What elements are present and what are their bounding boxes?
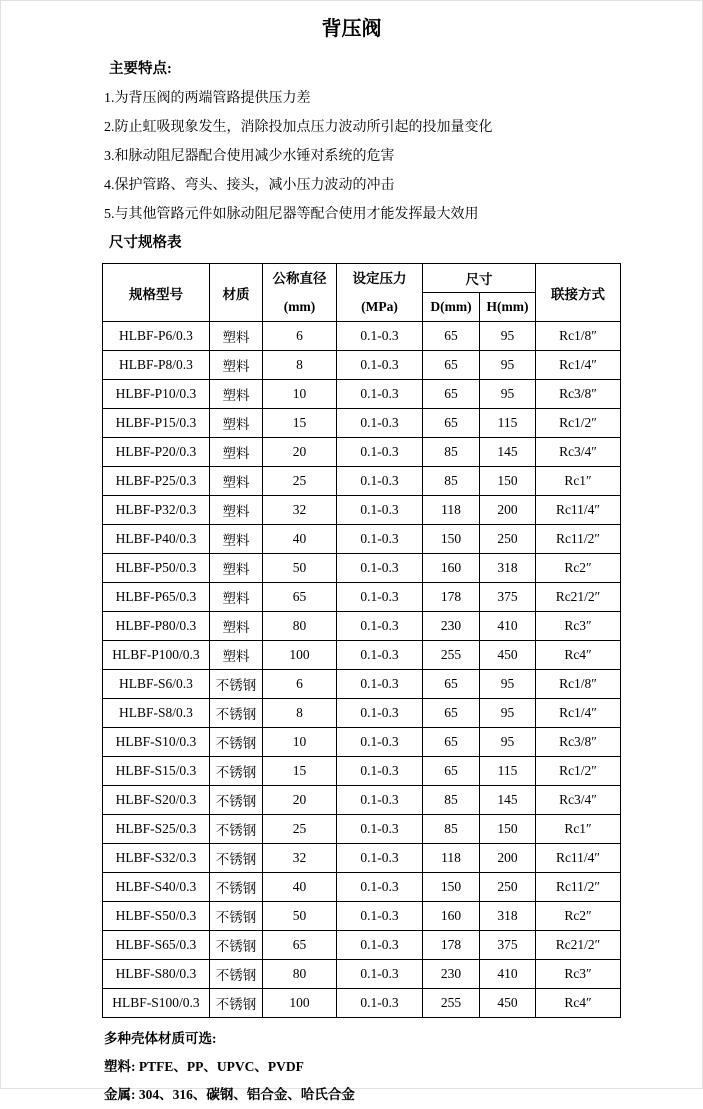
cell-material: 不锈钢: [210, 931, 263, 960]
cell-model: HLBF-P50/0.3: [103, 554, 210, 583]
cell-connection: Rc11/2″: [536, 525, 621, 554]
cell-d: 150: [423, 525, 480, 554]
table-row: [103, 960, 621, 989]
cell-diameter: 50: [263, 902, 337, 931]
cell-d: 230: [423, 612, 480, 641]
cell-d: 65: [423, 351, 480, 380]
cell-d: 150: [423, 873, 480, 902]
table-row: [103, 525, 621, 554]
table-row: [103, 496, 621, 525]
cell-model: HLBF-P65/0.3: [103, 583, 210, 612]
cell-h: 150: [480, 815, 536, 844]
table-row: [103, 786, 621, 815]
cell-material: 塑料: [210, 467, 263, 496]
spec-table: [102, 263, 621, 1018]
cell-diameter: 10: [263, 728, 337, 757]
cell-h: 95: [480, 670, 536, 699]
cell-material: 塑料: [210, 438, 263, 467]
cell-material: 不锈钢: [210, 757, 263, 786]
cell-model: HLBF-P100/0.3: [103, 641, 210, 670]
features-list: [104, 84, 624, 229]
cell-d: 178: [423, 931, 480, 960]
cell-h: 318: [480, 554, 536, 583]
cell-d: 118: [423, 496, 480, 525]
footer-metal-options: 金属: 304、316、碳钢、铝合金、哈氏合金: [104, 1087, 355, 1102]
document-body: [104, 55, 624, 1018]
table-row: [103, 641, 621, 670]
cell-h: 95: [480, 322, 536, 351]
cell-pressure: 0.1-0.3: [337, 438, 423, 467]
feature-item-3: 3.和脉动阻尼器配合使用减少水锤对系统的危害: [104, 149, 395, 164]
cell-model: HLBF-S80/0.3: [103, 960, 210, 989]
cell-h: 145: [480, 438, 536, 467]
cell-diameter: 40: [263, 873, 337, 902]
table-row: [103, 409, 621, 438]
col-header-diameter-label: 公称直径: [272, 270, 327, 286]
cell-d: 160: [423, 902, 480, 931]
cell-material: 不锈钢: [210, 844, 263, 873]
cell-pressure: 0.1-0.3: [337, 844, 423, 873]
cell-pressure: 0.1-0.3: [337, 612, 423, 641]
cell-model: HLBF-S50/0.3: [103, 902, 210, 931]
cell-d: 65: [423, 670, 480, 699]
cell-model: HLBF-S100/0.3: [103, 989, 210, 1018]
cell-material: 塑料: [210, 641, 263, 670]
table-row: [103, 844, 621, 873]
cell-pressure: 0.1-0.3: [337, 815, 423, 844]
cell-h: 95: [480, 351, 536, 380]
table-row: [103, 699, 621, 728]
footer-notes: [104, 1025, 702, 1109]
cell-pressure: 0.1-0.3: [337, 786, 423, 815]
cell-pressure: 0.1-0.3: [337, 670, 423, 699]
cell-material: 塑料: [210, 409, 263, 438]
cell-h: 150: [480, 467, 536, 496]
cell-connection: Rc21/2″: [536, 931, 621, 960]
cell-model: HLBF-S65/0.3: [103, 931, 210, 960]
cell-pressure: 0.1-0.3: [337, 699, 423, 728]
cell-connection: Rc11/2″: [536, 873, 621, 902]
cell-model: HLBF-S6/0.3: [103, 670, 210, 699]
table-row: [103, 931, 621, 960]
cell-material: 不锈钢: [210, 873, 263, 902]
cell-pressure: 0.1-0.3: [337, 380, 423, 409]
cell-material: 塑料: [210, 380, 263, 409]
cell-diameter: 6: [263, 670, 337, 699]
cell-material: 塑料: [210, 496, 263, 525]
cell-connection: Rc1″: [536, 815, 621, 844]
cell-connection: Rc11/4″: [536, 496, 621, 525]
cell-pressure: 0.1-0.3: [337, 351, 423, 380]
cell-h: 410: [480, 960, 536, 989]
cell-model: HLBF-S8/0.3: [103, 699, 210, 728]
cell-h: 375: [480, 931, 536, 960]
table-row: [103, 438, 621, 467]
col-header-pressure-unit: (MPa): [361, 298, 398, 314]
spec-table-heading: 尺寸规格表: [109, 235, 182, 251]
cell-pressure: 0.1-0.3: [337, 931, 423, 960]
cell-h: 250: [480, 873, 536, 902]
cell-material: 塑料: [210, 525, 263, 554]
cell-connection: Rc1/4″: [536, 351, 621, 380]
cell-material: 塑料: [210, 322, 263, 351]
cell-connection: Rc3″: [536, 612, 621, 641]
cell-pressure: 0.1-0.3: [337, 496, 423, 525]
col-header-diameter: [263, 264, 337, 322]
cell-diameter: 20: [263, 438, 337, 467]
cell-diameter: 100: [263, 989, 337, 1018]
feature-item-5: 5.与其他管路元件如脉动阻尼器等配合使用才能发挥最大效用: [104, 207, 479, 222]
feature-item-1: 1.为背压阀的两端管路提供压力差: [104, 91, 311, 106]
spec-table-header: [103, 264, 621, 322]
cell-connection: Rc4″: [536, 989, 621, 1018]
table-row: [103, 583, 621, 612]
cell-d: 178: [423, 583, 480, 612]
cell-model: HLBF-S10/0.3: [103, 728, 210, 757]
cell-connection: Rc1/4″: [536, 699, 621, 728]
cell-d: 255: [423, 989, 480, 1018]
cell-model: HLBF-S32/0.3: [103, 844, 210, 873]
col-header-model: 规格型号: [103, 264, 210, 322]
table-row: [103, 322, 621, 351]
table-row: [103, 728, 621, 757]
cell-h: 410: [480, 612, 536, 641]
cell-pressure: 0.1-0.3: [337, 728, 423, 757]
cell-model: HLBF-S20/0.3: [103, 786, 210, 815]
spec-table-body: [103, 322, 621, 1018]
cell-model: HLBF-S15/0.3: [103, 757, 210, 786]
cell-material: 不锈钢: [210, 699, 263, 728]
cell-model: HLBF-P32/0.3: [103, 496, 210, 525]
col-header-pressure-label: 设定压力: [352, 270, 407, 286]
cell-d: 160: [423, 554, 480, 583]
cell-h: 200: [480, 844, 536, 873]
cell-model: HLBF-P8/0.3: [103, 351, 210, 380]
col-header-d: D(mm): [423, 293, 480, 322]
table-row: [103, 757, 621, 786]
col-header-material: 材质: [210, 264, 263, 322]
cell-d: 255: [423, 641, 480, 670]
cell-model: HLBF-P25/0.3: [103, 467, 210, 496]
cell-material: 塑料: [210, 351, 263, 380]
cell-diameter: 15: [263, 409, 337, 438]
cell-pressure: 0.1-0.3: [337, 757, 423, 786]
cell-diameter: 10: [263, 380, 337, 409]
cell-d: 65: [423, 322, 480, 351]
cell-connection: Rc3/4″: [536, 438, 621, 467]
cell-model: HLBF-P20/0.3: [103, 438, 210, 467]
cell-diameter: 80: [263, 960, 337, 989]
cell-h: 115: [480, 409, 536, 438]
cell-pressure: 0.1-0.3: [337, 322, 423, 351]
cell-material: 不锈钢: [210, 670, 263, 699]
cell-diameter: 6: [263, 322, 337, 351]
cell-connection: Rc1″: [536, 467, 621, 496]
cell-diameter: 25: [263, 467, 337, 496]
cell-model: HLBF-P15/0.3: [103, 409, 210, 438]
cell-material: 不锈钢: [210, 815, 263, 844]
cell-material: 不锈钢: [210, 902, 263, 931]
table-row: [103, 902, 621, 931]
cell-model: HLBF-P6/0.3: [103, 322, 210, 351]
cell-pressure: 0.1-0.3: [337, 989, 423, 1018]
col-header-pressure: [337, 264, 423, 322]
cell-pressure: 0.1-0.3: [337, 873, 423, 902]
cell-diameter: 65: [263, 931, 337, 960]
cell-model: HLBF-P40/0.3: [103, 525, 210, 554]
cell-pressure: 0.1-0.3: [337, 525, 423, 554]
cell-material: 不锈钢: [210, 786, 263, 815]
cell-pressure: 0.1-0.3: [337, 641, 423, 670]
cell-h: 375: [480, 583, 536, 612]
cell-diameter: 25: [263, 815, 337, 844]
cell-d: 65: [423, 728, 480, 757]
cell-h: 250: [480, 525, 536, 554]
cell-diameter: 50: [263, 554, 337, 583]
cell-material: 塑料: [210, 583, 263, 612]
cell-diameter: 80: [263, 612, 337, 641]
cell-connection: Rc11/4″: [536, 844, 621, 873]
cell-d: 118: [423, 844, 480, 873]
cell-d: 230: [423, 960, 480, 989]
cell-h: 95: [480, 699, 536, 728]
cell-diameter: 65: [263, 583, 337, 612]
cell-connection: Rc1/2″: [536, 757, 621, 786]
cell-diameter: 20: [263, 786, 337, 815]
cell-connection: Rc1/2″: [536, 409, 621, 438]
features-heading: 主要特点:: [109, 61, 172, 77]
cell-connection: Rc2″: [536, 902, 621, 931]
cell-h: 450: [480, 641, 536, 670]
cell-diameter: 15: [263, 757, 337, 786]
cell-material: 塑料: [210, 612, 263, 641]
table-row: [103, 612, 621, 641]
footer-materials-heading: 多种壳体材质可选:: [104, 1031, 217, 1046]
feature-item-2: 2.防止虹吸现象发生，消除投加点压力波动所引起的投加量变化: [104, 120, 493, 135]
cell-material: 塑料: [210, 554, 263, 583]
cell-diameter: 100: [263, 641, 337, 670]
cell-connection: Rc3/8″: [536, 380, 621, 409]
cell-connection: Rc1/8″: [536, 670, 621, 699]
cell-connection: Rc3″: [536, 960, 621, 989]
cell-model: HLBF-P80/0.3: [103, 612, 210, 641]
cell-pressure: 0.1-0.3: [337, 583, 423, 612]
table-row: [103, 380, 621, 409]
cell-material: 不锈钢: [210, 728, 263, 757]
cell-h: 200: [480, 496, 536, 525]
feature-item-4: 4.保护管路、弯头、接头，减小压力波动的冲击: [104, 178, 395, 193]
cell-connection: Rc21/2″: [536, 583, 621, 612]
cell-connection: Rc2″: [536, 554, 621, 583]
cell-h: 95: [480, 728, 536, 757]
cell-connection: Rc3/8″: [536, 728, 621, 757]
cell-connection: Rc4″: [536, 641, 621, 670]
cell-pressure: 0.1-0.3: [337, 409, 423, 438]
table-row: [103, 351, 621, 380]
cell-diameter: 32: [263, 844, 337, 873]
cell-d: 85: [423, 815, 480, 844]
cell-d: 85: [423, 467, 480, 496]
cell-connection: Rc1/8″: [536, 322, 621, 351]
cell-pressure: 0.1-0.3: [337, 554, 423, 583]
cell-d: 65: [423, 380, 480, 409]
cell-h: 318: [480, 902, 536, 931]
table-row: [103, 467, 621, 496]
cell-h: 115: [480, 757, 536, 786]
table-row: [103, 554, 621, 583]
col-header-size: 尺寸: [423, 264, 536, 293]
document-title: 背压阀: [321, 18, 382, 40]
cell-diameter: 40: [263, 525, 337, 554]
cell-model: HLBF-S40/0.3: [103, 873, 210, 902]
cell-pressure: 0.1-0.3: [337, 467, 423, 496]
cell-d: 65: [423, 409, 480, 438]
cell-material: 不锈钢: [210, 989, 263, 1018]
table-row: [103, 873, 621, 902]
cell-d: 85: [423, 786, 480, 815]
cell-d: 65: [423, 757, 480, 786]
cell-diameter: 8: [263, 699, 337, 728]
cell-diameter: 32: [263, 496, 337, 525]
col-header-diameter-unit: (mm): [283, 298, 316, 314]
cell-material: 不锈钢: [210, 960, 263, 989]
cell-h: 95: [480, 380, 536, 409]
cell-model: HLBF-P10/0.3: [103, 380, 210, 409]
table-row: [103, 989, 621, 1018]
table-row: [103, 815, 621, 844]
cell-pressure: 0.1-0.3: [337, 960, 423, 989]
cell-model: HLBF-S25/0.3: [103, 815, 210, 844]
cell-h: 145: [480, 786, 536, 815]
col-header-h: H(mm): [480, 293, 536, 322]
cell-d: 65: [423, 699, 480, 728]
footer-plastic-options: 塑料: PTFE、PP、UPVC、PVDF: [104, 1059, 304, 1074]
cell-diameter: 8: [263, 351, 337, 380]
cell-h: 450: [480, 989, 536, 1018]
cell-connection: Rc3/4″: [536, 786, 621, 815]
cell-pressure: 0.1-0.3: [337, 902, 423, 931]
table-row: [103, 670, 621, 699]
col-header-connection: 联接方式: [536, 264, 621, 322]
cell-d: 85: [423, 438, 480, 467]
